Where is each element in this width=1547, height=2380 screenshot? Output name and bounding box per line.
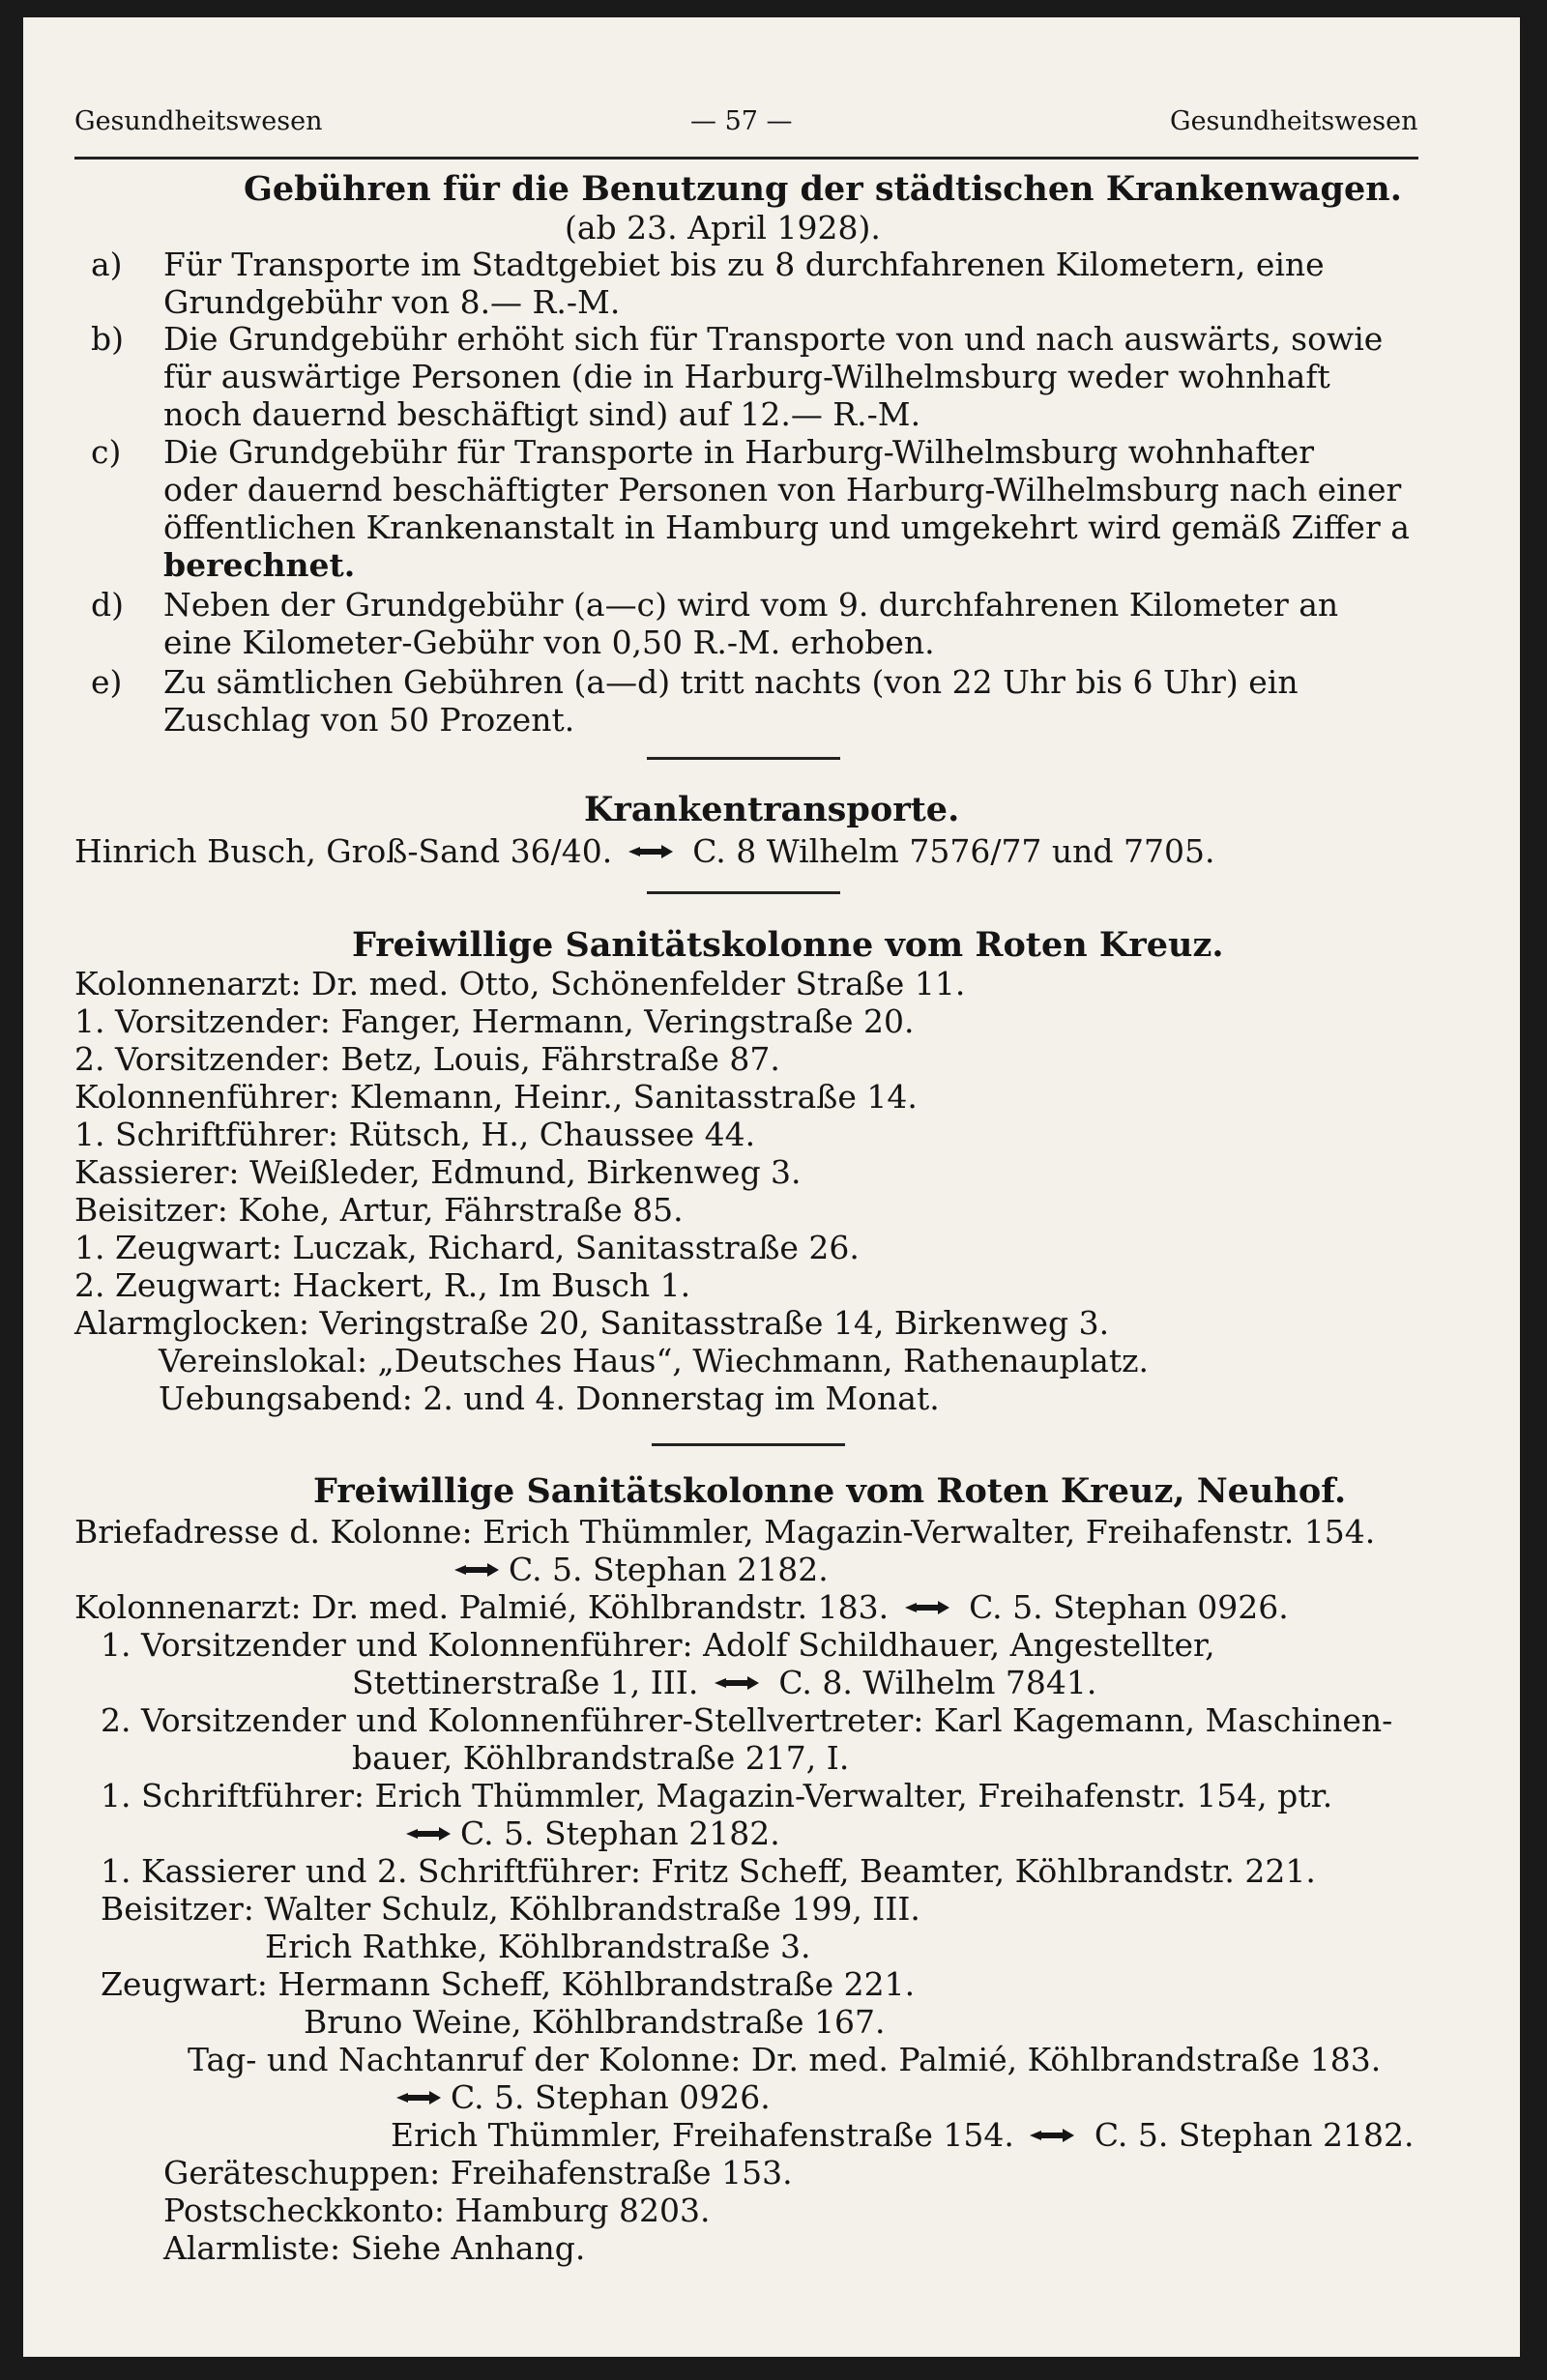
fee-item-marker: c): [91, 433, 122, 471]
fee-item-line: Für Transporte im Stadtgebiet bis zu 8 durchfahrenen Kilometern, eine: [163, 246, 1325, 283]
column2-phone-line: [352, 1664, 1096, 1702]
fee-item-marker: b): [91, 320, 124, 358]
fee-item-line: Grundgebühr von 8.— R.-M.: [163, 283, 621, 321]
column1-title: Freiwillige Sanitätskolonne vom Roten Kreuz.: [352, 925, 1224, 965]
section-divider: [652, 1443, 845, 1446]
fee-item-line: eine Kilometer-Gebühr von 0,50 R.-M. erhoben.: [163, 624, 935, 661]
column2-line: bauer, Köhlbrandstraße 217, I.: [352, 1739, 850, 1777]
column2-line: C. 8. Wilhelm 7841.: [778, 1664, 1097, 1701]
header-rule: [74, 157, 1418, 160]
telephone-icon: [903, 1597, 951, 1618]
running-header-left: Gesundheitswesen: [74, 106, 323, 136]
transport-phone: C. 8 Wilhelm 7576/77 und 7705.: [692, 832, 1215, 870]
column1-line: 2. Zeugwart: Hackert, R., Im Busch 1.: [74, 1266, 691, 1304]
running-header-right: Gesundheitswesen: [1170, 106, 1418, 136]
fees-title: Gebühren für die Benutzung der städtischen Krankenwagen.: [244, 169, 1402, 209]
column2-line: Briefadresse d. Kolonne: Erich Thümmler, Magazin-Verwalter, Freihafenstr. 154.: [74, 1513, 1376, 1551]
page-number: — 57 —: [690, 106, 793, 136]
column2-line: C. 5. Stephan 2182.: [1094, 2116, 1415, 2154]
column2-line: Geräteschuppen: Freihafenstraße 153.: [163, 2154, 793, 2191]
column2-title: Freiwillige Sanitätskolonne vom Roten Kreuz, Neuhof.: [313, 1471, 1347, 1511]
telephone-icon: [713, 1672, 761, 1694]
column2-line: Postscheckkonto: Hamburg 8203.: [163, 2191, 711, 2229]
fee-item-line: öffentlichen Krankenanstalt in Hamburg und umgekehrt wird gemäß Ziffer a: [163, 508, 1410, 546]
column1-line: Kassierer: Weißleder, Edmund, Birkenweg 3.: [74, 1153, 802, 1191]
telephone-icon: [1028, 2125, 1076, 2146]
fee-item-line: Die Grundgebühr erhöht sich für Transporte von und nach auswärts, sowie: [163, 320, 1384, 358]
column2-line: Bruno Weine, Köhlbrandstraße 167.: [304, 2003, 886, 2041]
column2-line: 2. Vorsitzender und Kolonnenführer-Stellvertreter: Karl Kagemann, Maschinen-: [101, 1701, 1393, 1739]
column2-line: C. 5. Stephan 0926.: [451, 2078, 771, 2116]
column2-line: 1. Vorsitzender und Kolonnenführer: Adolf Schildhauer, Angestellter,: [101, 1626, 1215, 1664]
section-divider: [647, 757, 840, 760]
column2-line: C. 5. Stephan 0926.: [969, 1588, 1289, 1626]
telephone-icon: [394, 2087, 443, 2108]
column2-line: Kolonnenarzt: Dr. med. Palmié, Köhlbrandstr. 183.: [74, 1588, 890, 1626]
fee-item-marker: d): [91, 586, 124, 624]
column2-line: 1. Schriftführer: Erich Thümmler, Magazin-Verwalter, Freihafenstr. 154, ptr.: [101, 1777, 1333, 1814]
column1-line: Vereinslokal: „Deutsches Haus“, Wiechmann, Rathenauplatz.: [159, 1342, 1149, 1379]
telephone-icon: [404, 1823, 452, 1844]
column1-line: 1. Vorsitzender: Fanger, Hermann, Veringstraße 20.: [74, 1002, 915, 1040]
column2-line: Stettinerstraße 1, III.: [352, 1664, 699, 1701]
transport-title: Krankentransporte.: [584, 790, 960, 829]
transport-address: Hinrich Busch, Groß-Sand 36/40.: [74, 832, 613, 870]
column1-line: 1. Schriftführer: Rütsch, H., Chaussee 44.: [74, 1116, 756, 1153]
column2-line: C. 5. Stephan 2182.: [509, 1551, 829, 1588]
fee-item-line: Zu sämtlichen Gebühren (a—d) tritt nachts (von 22 Uhr bis 6 Uhr) ein: [163, 663, 1299, 701]
column2-phone-line: [449, 1551, 829, 1589]
fee-item-line: berechnet.: [163, 546, 356, 584]
fee-item-line: Neben der Grundgebühr (a—c) wird vom 9. durchfahrenen Kilometer an: [163, 586, 1339, 624]
column1-line: 2. Vorsitzender: Betz, Louis, Fährstraße 87.: [74, 1040, 780, 1078]
column1-line: Uebungsabend: 2. und 4. Donnerstag im Monat.: [159, 1379, 940, 1417]
column1-line: Beisitzer: Kohe, Artur, Fährstraße 85.: [74, 1191, 684, 1229]
fee-item-marker: e): [91, 663, 123, 701]
column2-phone-line: [400, 1814, 780, 1853]
column1-line: Kolonnenführer: Klemann, Heinr., Sanitasstraße 14.: [74, 1078, 918, 1116]
column2-phone-line: [74, 1588, 1289, 1627]
fee-item-line: oder dauernd beschäftigter Personen von Harburg-Wilhelmsburg nach einer: [163, 471, 1402, 508]
column2-line: 1. Kassierer und 2. Schriftführer: Fritz Scheff, Beamter, Köhlbrandstr. 221.: [101, 1852, 1316, 1890]
column2-line: Zeugwart: Hermann Scheff, Köhlbrandstraße 221.: [101, 1965, 916, 2003]
fee-item-line: für auswärtige Personen (die in Harburg-Wilhelmsburg weder wohnhaft: [163, 358, 1330, 395]
telephone-icon: [627, 841, 675, 862]
column1-line: Alarmglocken: Veringstraße 20, Sanitasstraße 14, Birkenweg 3.: [74, 1304, 1110, 1342]
fee-item-marker: a): [91, 246, 123, 283]
column2-phone-line: [391, 2078, 771, 2117]
telephone-icon: [452, 1559, 501, 1581]
column2-line: Erich Thümmler, Freihafenstraße 154.: [391, 2116, 1014, 2154]
column2-phone-line: [391, 2116, 1415, 2155]
column2-line: Erich Rathke, Köhlbrandstraße 3.: [265, 1928, 811, 1965]
transport-line: [74, 832, 1215, 871]
document-page: [23, 17, 1520, 2357]
section-divider: [647, 891, 840, 894]
fee-item-line: noch dauernd beschäftigt sind) auf 12.— R.-M.: [163, 395, 921, 433]
column2-line: Beisitzer: Walter Schulz, Köhlbrandstraße 199, III.: [101, 1890, 920, 1928]
column2-line: C. 5. Stephan 2182.: [460, 1814, 780, 1852]
column1-line: Kolonnenarzt: Dr. med. Otto, Schönenfelder Straße 11.: [74, 965, 966, 1002]
column1-line: 1. Zeugwart: Luczak, Richard, Sanitasstraße 26.: [74, 1229, 860, 1266]
column2-line: Alarmliste: Siehe Anhang.: [163, 2229, 586, 2267]
fee-item-line: Zuschlag von 50 Prozent.: [163, 701, 575, 739]
column2-line: Tag- und Nachtanruf der Kolonne: Dr. med. Palmié, Köhlbrandstraße 183.: [188, 2041, 1382, 2078]
fee-item-line: Die Grundgebühr für Transporte in Harburg-Wilhelmsburg wohnhafter: [163, 433, 1315, 471]
fees-subtitle: (ab 23. April 1928).: [565, 209, 881, 247]
